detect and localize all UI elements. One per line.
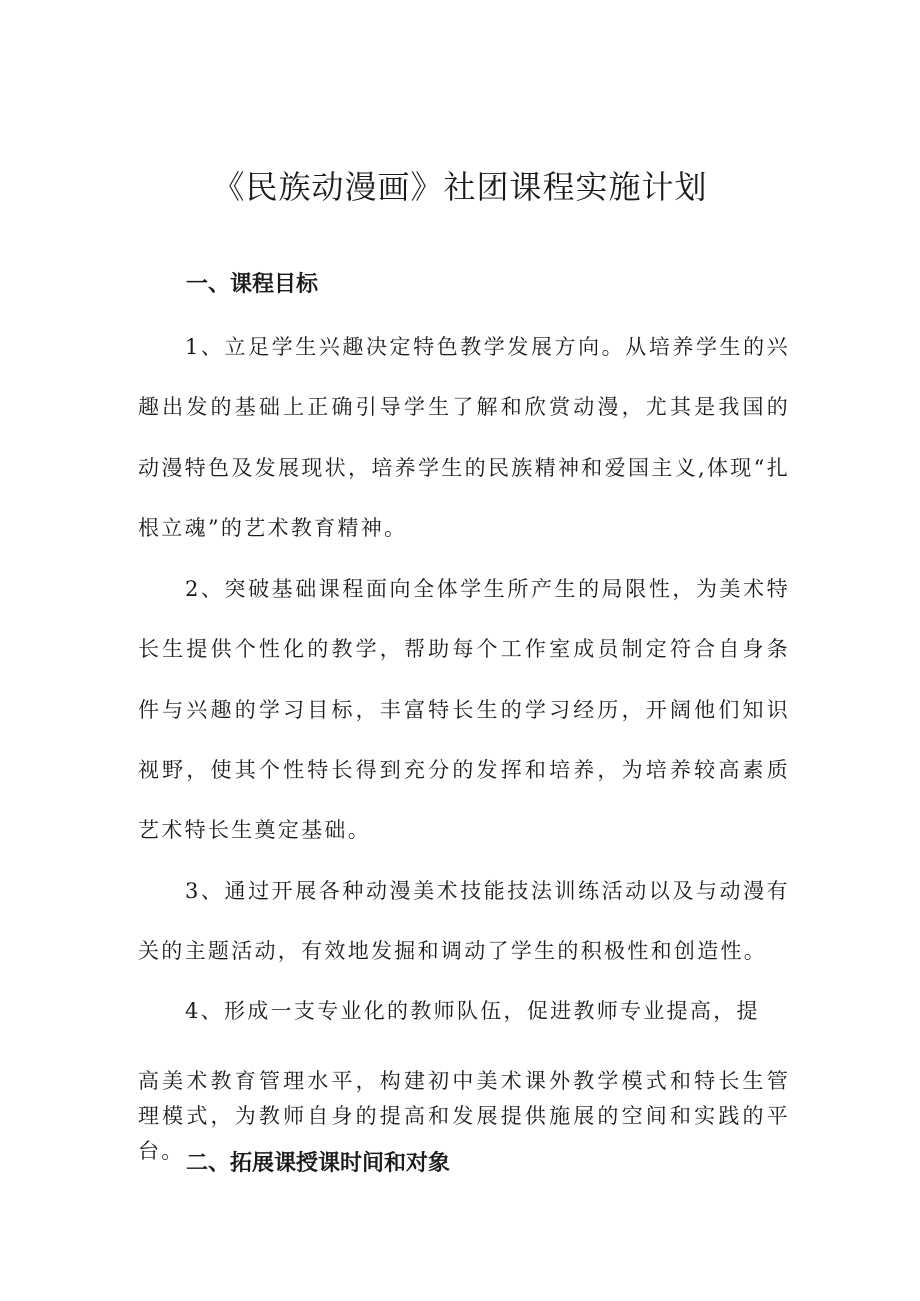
section-heading-schedule-and-audience: 二、拓展课授课时间和对象 xyxy=(186,1151,451,1176)
section-heading-course-goals: 一、课程目标 xyxy=(186,272,319,297)
paragraph-goal-2: 2、突破基础课程面向全体学生所产生的局限性，为美术特长生提供个性化的教学，帮助每个工作室成员制定符合自身条件与兴趣的学习目标，丰富特长生的学习经历，开阔他们知识视野，使其个性特长得到充分的发挥和培养，为培养较高素质艺术特长生奠定基础。 xyxy=(138,577,790,843)
paragraph-goal-1: 1、立足学生兴趣决定特色教学发展方向。从培养学生的兴趣出发的基础上正确引导学生了解和欣赏动漫，尤其是我国的动漫特色及发展现状，培养学生的民族精神和爱国主义,体现“扎根立魂”的艺术教育精神。 xyxy=(138,335,790,540)
paragraph-goal-4-first-line: 4、形成一支专业化的教师队伍，促进教师专业提高，提 xyxy=(185,999,760,1023)
document-title: 《民族动漫画》社团课程实施计划 xyxy=(212,168,708,206)
paragraph-goal-4-continued: 高美术教育管理水平，构建初中美术课外教学模式和特长生管理模式，为教师自身的提高和发展提供施展的空间和实践的平台。 xyxy=(138,1069,790,1163)
paragraph-goal-3: 3、通过开展各种动漫美术技能技法训练活动以及与动漫有关的主题活动，有效地发掘和调动了学生的积极性和创造性。 xyxy=(138,879,790,964)
